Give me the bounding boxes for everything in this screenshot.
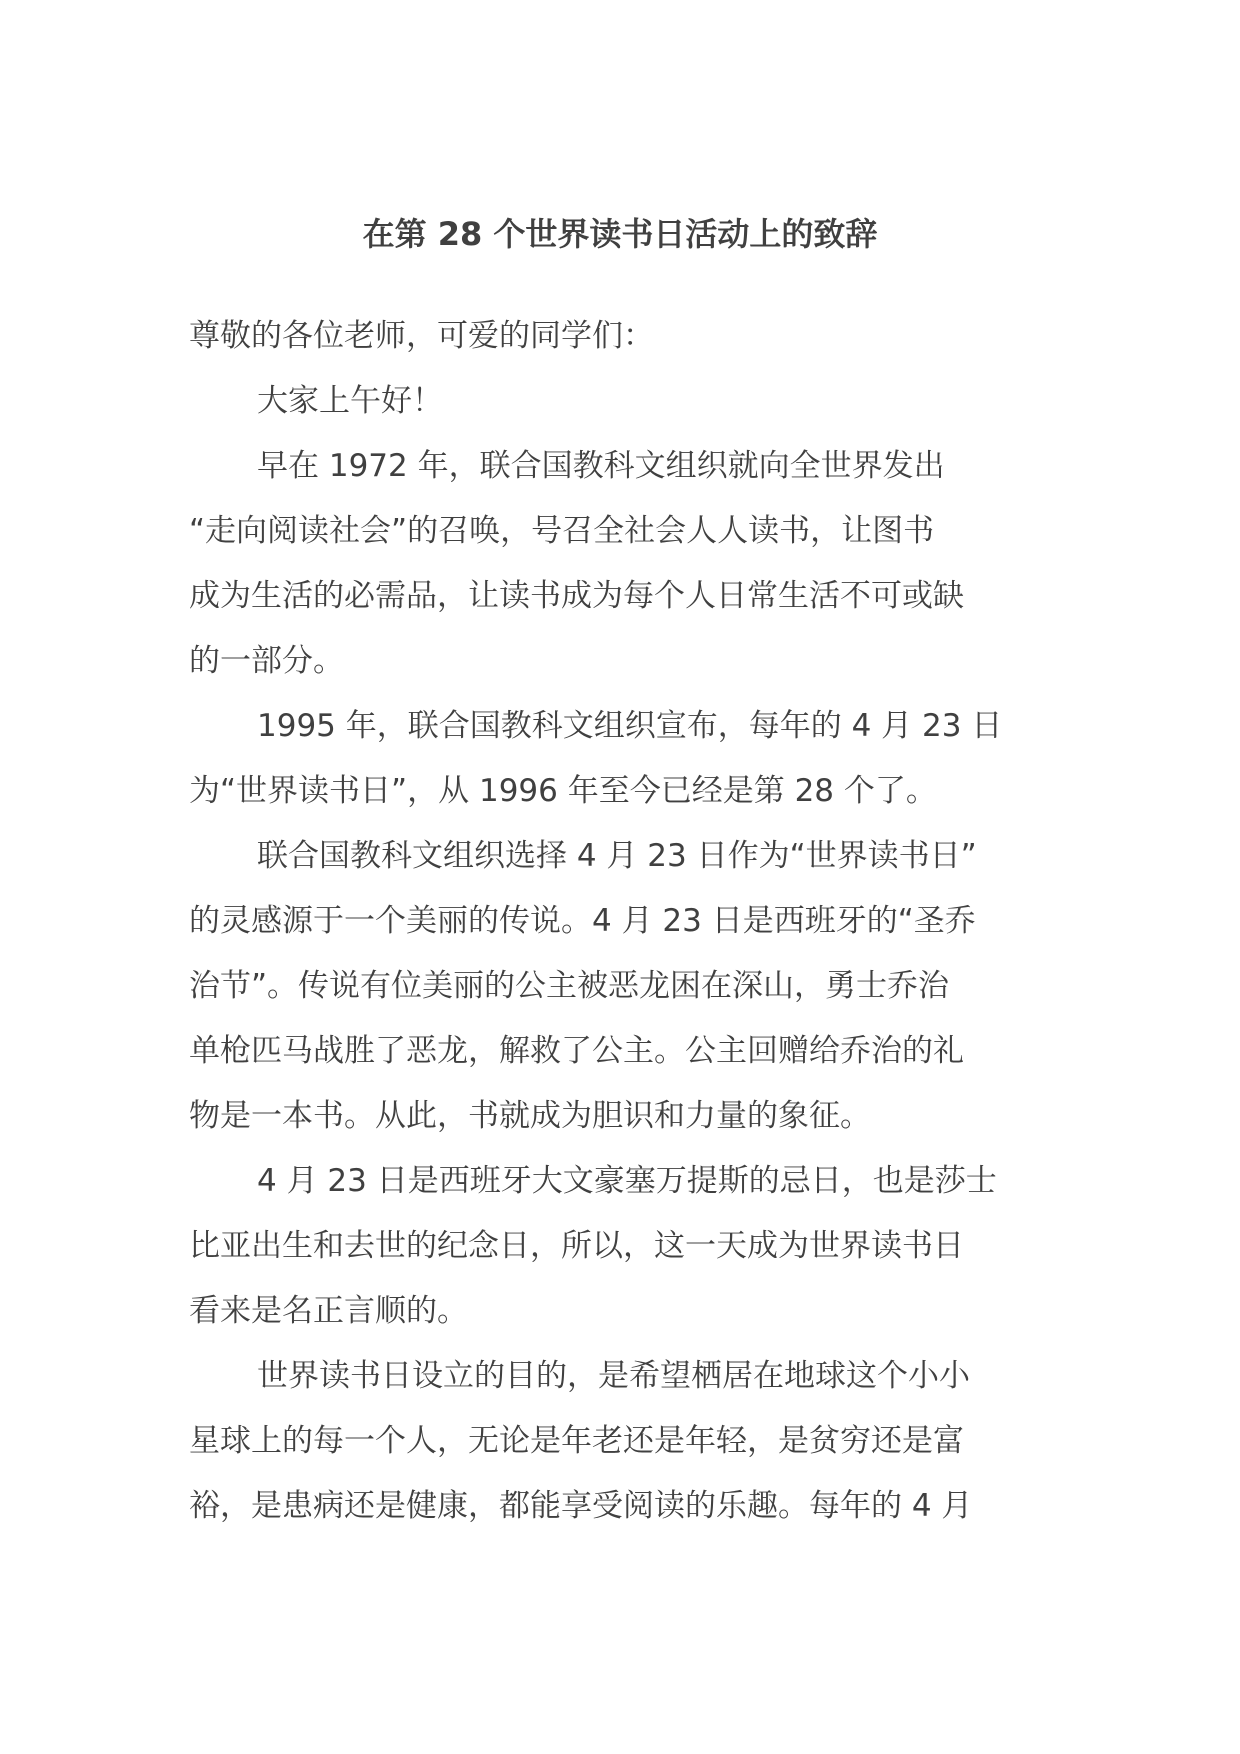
salutation-line: 尊敬的各位老师，可爱的同学们： xyxy=(189,318,654,354)
document-title: 在第 28 个世界读书日活动上的致辞 xyxy=(362,215,878,253)
paragraph-4-line-2: 比亚出生和去世的纪念日，所以，这一天成为世界读书日 xyxy=(189,1228,964,1264)
paragraph-2-line-1: 1995 年，联合国教科文组织宣布，每年的 4 月 23 日 xyxy=(257,708,1003,744)
paragraph-3-line-5: 物是一本书。从此，书就成为胆识和力量的象征。 xyxy=(189,1098,871,1134)
paragraph-5-line-1: 世界读书日设立的目的，是希望栖居在地球这个小小 xyxy=(257,1358,970,1394)
greeting-line: 大家上午好！ xyxy=(257,383,443,419)
paragraph-1-line-2: “走向阅读社会”的召唤，号召全社会人人读书，让图书 xyxy=(189,513,935,549)
paragraph-3-line-2: 的灵感源于一个美丽的传说。4 月 23 日是西班牙的“圣乔 xyxy=(189,903,976,939)
paragraph-1-line-1: 早在 1972 年，联合国教科文组织就向全世界发出 xyxy=(257,448,945,484)
paragraph-3-line-1: 联合国教科文组织选择 4 月 23 日作为“世界读书日” xyxy=(257,838,977,874)
paragraph-3-line-3: 治节”。传说有位美丽的公主被恶龙困在深山，勇士乔治 xyxy=(189,968,950,1004)
paragraph-4-line-3: 看来是名正言顺的。 xyxy=(189,1293,468,1329)
paragraph-1-line-4: 的一部分。 xyxy=(189,643,344,679)
paragraph-2-line-2: 为“世界读书日”，从 1996 年至今已经是第 28 个了。 xyxy=(189,773,937,809)
paragraph-3-line-4: 单枪匹马战胜了恶龙，解救了公主。公主回赠给乔治的礼 xyxy=(189,1033,964,1069)
paragraph-5-line-3: 裕，是患病还是健康，都能享受阅读的乐趣。每年的 4 月 xyxy=(189,1488,973,1524)
paragraph-1-line-3: 成为生活的必需品，让读书成为每个人日常生活不可或缺 xyxy=(189,578,964,614)
paragraph-4-line-1: 4 月 23 日是西班牙大文豪塞万提斯的忌日，也是莎士 xyxy=(257,1163,997,1199)
paragraph-5-line-2: 星球上的每一个人，无论是年老还是年轻，是贫穷还是富 xyxy=(189,1423,964,1459)
